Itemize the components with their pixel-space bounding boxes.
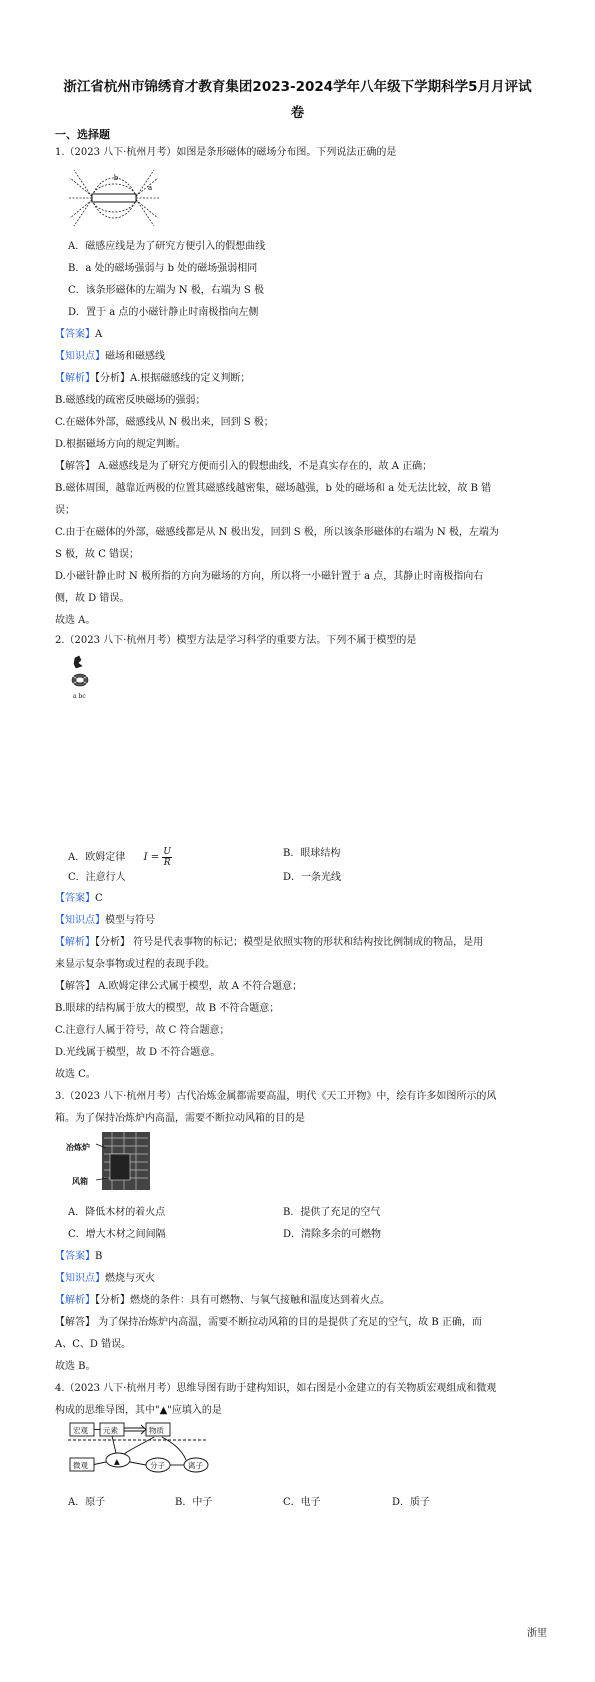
knowledge-value: 磁场和磁感线 (105, 351, 165, 362)
q4-option-d: D．质子 (392, 1497, 431, 1508)
q2-solution-line: B.眼球的结构属于放大的模型，故 B 不符合题意； (55, 1003, 280, 1014)
answer-tag: 【答案】 (55, 329, 95, 340)
q3-knowledge-point (55, 1272, 155, 1286)
q3-stem-line: 3.（2023 八下·杭州月考）古代冶炼金属都需要高温，明代《天工开物》中，绘有许多如图所示的风 (55, 1091, 497, 1102)
q1-solution-line: C.由于在磁体的外部，磁感线都是从 N 极出发，回到 S 极，所以该条形磁体的右端为 N 极，左端为 (55, 527, 499, 538)
q3-option-c: C．增大木材之间间隔 (68, 1229, 166, 1240)
knowledge-tag: 【知识点】 (55, 351, 105, 362)
q4-option-b: B．中子 (175, 1497, 213, 1508)
q1-stem: 1.（2023 八下·杭州月考）如图是条形磁体的磁场分布图。下列说法正确的是 (55, 147, 397, 158)
q1-analysis-line: D.根据磁场方向的规定判断。 (55, 439, 186, 450)
svg-text:b: b (113, 174, 119, 182)
q3-option-d: D．清除多余的可燃物 (283, 1229, 382, 1240)
q2-knowledge-point (55, 914, 155, 928)
furnace-label: 冶炼炉 (66, 1142, 90, 1152)
answer-value: C (95, 893, 103, 904)
q4-option-a: A．原子 (68, 1497, 106, 1508)
svg-text:a: a (148, 184, 153, 192)
q3-solution-line: A、C、D 错误。 (55, 1339, 132, 1350)
q2-analysis (55, 936, 483, 950)
section-heading: 一、选择题 (55, 128, 110, 141)
q2-option-c: C．注意行人 (68, 872, 126, 883)
q1-solution-line: D.小磁针静止时 N 极所指的方向为磁场的方向，所以将一小磁针置于 a 点，其静止时南极指向右 (55, 571, 484, 582)
concept-macro: 宏观 (73, 1426, 88, 1435)
page-footer: 浙里 (527, 1628, 547, 1639)
q3-option-a: A．降低木材的着火点 (68, 1207, 166, 1218)
q2-option-d: D．一条光线 (283, 872, 342, 883)
doc-title-line1: 浙江省杭州市锦绣育才教育集团2023-2024学年八年级下学期科学5月月评试 (63, 79, 532, 95)
q1-solution-line: B.磁体周围，越靠近两极的位置其磁感线越密集，磁场越强，b 处的磁场和 a 处无法比较，故 B 错 (55, 483, 492, 494)
q2-solution-line: C.注意行人属于符号，故 C 符合题意； (55, 1025, 230, 1036)
q1-option-b: B．a 处的磁场强弱与 b 处的磁场强弱相同 (68, 263, 258, 274)
knowledge-value: 燃烧与灭火 (105, 1273, 155, 1284)
concept-matter: 物质 (149, 1426, 164, 1435)
q1-option-a: A．磁感应线是为了研究方便引入的假想曲线 (68, 241, 266, 252)
q1-knowledge-point (55, 350, 165, 364)
answer-value: B (95, 1251, 103, 1262)
q1-option-d: D．置于 a 点的小磁针静止时南极指向左侧 (68, 307, 259, 318)
answer-tag: 【答案】 (55, 1251, 95, 1262)
concept-micro: 微观 (73, 1461, 88, 1470)
doc-title-line2: 卷 (290, 105, 305, 121)
q2-answer (55, 892, 103, 906)
q1-solution-line: 【解答】 A.磁感线是为了研究方便而引入的假想曲线，不是真实存在的，故 A 正确； (55, 461, 433, 472)
q3-stem-line: 箱。为了保持冶炼炉内高温，需要不断拉动风箱的目的是 (55, 1113, 305, 1124)
analysis-tag: 【解析】 (55, 373, 95, 384)
q4-option-c: C．电子 (283, 1497, 321, 1508)
q1-analysis-line: C.在磁体外部，磁感线从 N 极出来，回到 S 极； (55, 417, 274, 428)
analysis-line: 【分析】燃烧的条件：具有可燃物、与氧气接触和温度达到着火点。 (95, 1295, 390, 1306)
bellows-label: 风箱 (72, 1176, 88, 1186)
ohm-denominator: R (163, 858, 171, 868)
q1-analysis (55, 372, 250, 386)
knowledge-value: 模型与符号 (105, 915, 155, 926)
analysis-line: 【分析】 符号是代表事物的标记；模型是依照实物的形状和结构按比例制成的物品，是用 (95, 937, 484, 948)
q1-solution-line: 故选 A。 (55, 615, 96, 626)
concept-element: 元素 (103, 1426, 118, 1435)
concept-molecule: 分子 (150, 1461, 165, 1470)
q1-answer (55, 328, 102, 342)
q3-answer (55, 1250, 102, 1264)
q4-stem-line: 4.（2023 八下·杭州月考）思维导图有助于建构知识，如右图是小金建立的有关物质宏观组成和微观 (55, 1383, 497, 1394)
answer-tag: 【答案】 (55, 893, 95, 904)
q2-solution-line: 【解答】 A.欧姆定律公式属于模型，故 A 不符合题意； (55, 981, 303, 992)
concept-triangle: ▲ (114, 1457, 120, 1466)
concept-ion: 离子 (188, 1461, 203, 1470)
analysis-tag: 【解析】 (55, 1295, 95, 1306)
q1-solution-line: 误； (55, 505, 75, 516)
q3-analysis (55, 1294, 390, 1308)
q2-option-a-label: A．欧姆定律 (68, 852, 126, 863)
ohm-formula-lhs: I = (143, 852, 160, 863)
analysis-tag: 【解析】 (55, 937, 95, 948)
q3-option-b: B．提供了充足的空气 (283, 1207, 381, 1218)
q2-solution-line: D.光线属于模型，故 D 不符合题意。 (55, 1047, 221, 1058)
q1-option-c: C．该条形磁体的左端为 N 极，右端为 S 极 (68, 285, 264, 296)
q2-solution-line: 故选 C。 (55, 1069, 96, 1080)
ohm-numerator: U (163, 847, 171, 857)
q1-solution-line: S 极，故 C 错误； (55, 549, 140, 560)
q3-solution-line: 【解答】 为了保持冶炼炉内高温，需要不断拉动风箱的目的是提供了充足的空气，故 B 正确，而 (55, 1317, 482, 1328)
q2-analysis-line: 来显示复杂事物或过程的表现手段。 (55, 959, 215, 970)
q4-stem-line: 构成的思维导图，其中"▲"应填入的是 (55, 1405, 222, 1416)
q3-solution-line: 故选 B。 (55, 1361, 96, 1372)
q2-option-b: B．眼球结构 (283, 848, 341, 859)
ohm-formula-fraction (162, 847, 172, 868)
analysis-line: 【分析】A.根据磁感线的定义判断； (95, 373, 251, 384)
knowledge-tag: 【知识点】 (55, 915, 105, 926)
q2-option-a (68, 847, 172, 868)
bar-magnet-field-figure (66, 166, 162, 230)
q2-figure-caption: a bc (73, 693, 86, 700)
q1-solution-line: 侧，故 D 错误。 (55, 593, 130, 604)
answer-value: A (95, 329, 103, 340)
q2-stem: 2.（2023 八下·杭州月考）模型方法是学习科学的重要方法。下列不属于模型的是 (55, 635, 417, 646)
knowledge-tag: 【知识点】 (55, 1273, 105, 1284)
q1-analysis-line: B.磁感线的疏密反映磁场的强弱； (55, 395, 206, 406)
